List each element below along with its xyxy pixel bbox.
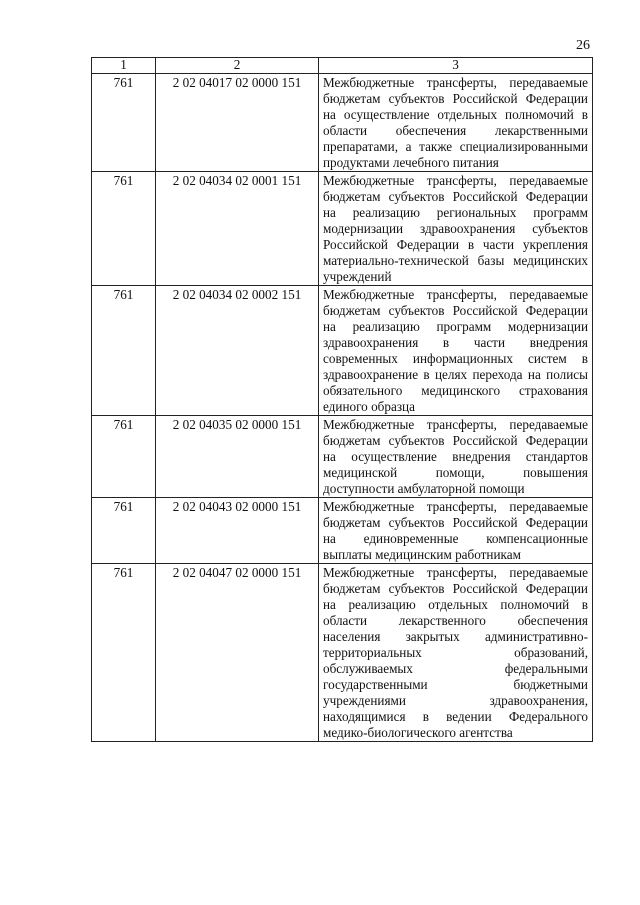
budget-code-cell: 2 02 04034 02 0002 151: [156, 286, 319, 416]
column-header-3: 3: [319, 58, 593, 74]
table-row: [92, 74, 593, 172]
column-header-1: 1: [92, 58, 156, 74]
admin-code-cell: 761: [92, 286, 156, 416]
admin-code-cell: 761: [92, 172, 156, 286]
table-row: [92, 172, 593, 286]
budget-code-cell: 2 02 04017 02 0000 151: [156, 74, 319, 172]
column-header-2: 2: [156, 58, 319, 74]
table-header-row: [92, 58, 593, 74]
admin-code-cell: 761: [92, 498, 156, 564]
description-cell: Межбюджетные трансферты, передаваемые бюджетам субъектов Российской Федерации на единовременные компенсационные выплаты медицинским работникам: [319, 498, 593, 564]
admin-code-cell: 761: [92, 74, 156, 172]
budget-code-cell: 2 02 04035 02 0000 151: [156, 416, 319, 498]
description-cell: Межбюджетные трансферты, передаваемые бюджетам субъектов Российской Федерации на осуществление отдельных полномочий в области обеспечения лекарственными препаратами, а также специализированными продуктами лечебного питания: [319, 74, 593, 172]
table-row: [92, 498, 593, 564]
admin-code-cell: 761: [92, 564, 156, 742]
admin-code-cell: 761: [92, 416, 156, 498]
table-row: [92, 564, 593, 742]
description-cell: Межбюджетные трансферты, передаваемые бюджетам субъектов Российской Федерации на реализацию отдельных полномочий в области лекарственного обеспечения населения закрытых административно-территориальных образований, обслуживаемых федеральными государственными бюджетными учреждениями здравоохранения, находящимися в ведении Федерального медико-биологического агентства: [319, 564, 593, 742]
description-cell: Межбюджетные трансферты, передаваемые бюджетам субъектов Российской Федерации на реализацию региональных программ модернизации здравоохранения субъектов Российской Федерации в части укрепления материально-технической базы медицинских учреждений: [319, 172, 593, 286]
description-cell: Межбюджетные трансферты, передаваемые бюджетам субъектов Российской Федерации на осуществление внедрения стандартов медицинской помощи, повышения доступности амбулаторной помощи: [319, 416, 593, 498]
description-cell: Межбюджетные трансферты, передаваемые бюджетам субъектов Российской Федерации на реализацию программ модернизации здравоохранения в части внедрения современных информационных систем в здравоохранение в целях перехода на полисы обязательного медицинского страхования единого образца: [319, 286, 593, 416]
budget-code-cell: 2 02 04034 02 0001 151: [156, 172, 319, 286]
table-row: [92, 416, 593, 498]
budget-code-cell: 2 02 04043 02 0000 151: [156, 498, 319, 564]
budget-codes-table: [91, 57, 593, 742]
page-number: 26: [576, 38, 590, 53]
budget-code-cell: 2 02 04047 02 0000 151: [156, 564, 319, 742]
table-row: [92, 286, 593, 416]
